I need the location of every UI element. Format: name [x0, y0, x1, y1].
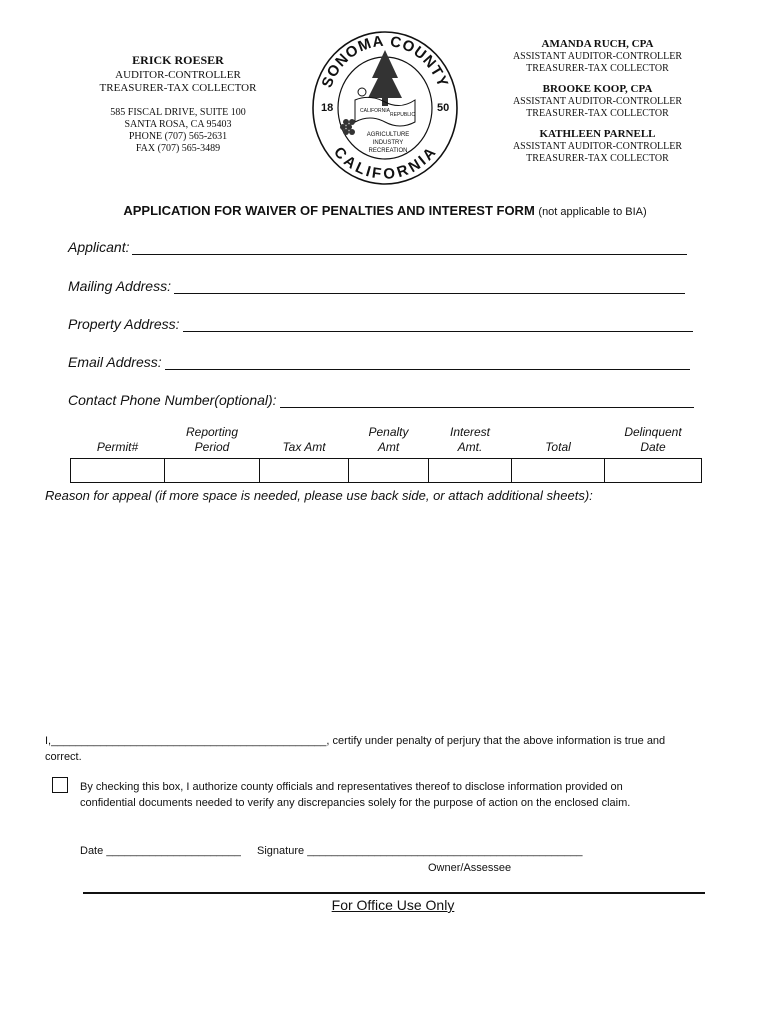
- auditor-title-2: TREASURER-TAX COLLECTOR: [99, 82, 257, 94]
- assistant-title-2: TREASURER-TAX COLLECTOR: [526, 108, 669, 119]
- assistant-name: KATHLEEN PARNELL: [539, 128, 656, 140]
- address-line-1: 585 FISCAL DRIVE, SUITE 100: [110, 107, 246, 118]
- assistant-block-1: [500, 38, 695, 75]
- property-address-label: Property Address:: [68, 316, 180, 332]
- seal-motto-3: RECREATION: [368, 148, 408, 154]
- col-header-total: Total: [545, 440, 571, 454]
- contact-phone-field: [68, 392, 694, 408]
- table-header-row: [71, 425, 702, 459]
- signature-row: [80, 845, 582, 857]
- assistant-title-2: TREASURER-TAX COLLECTOR: [526, 153, 669, 164]
- fax-line: FAX (707) 565-3489: [135, 143, 221, 154]
- signature-blank[interactable]: _____________________________________________: [307, 845, 583, 857]
- mailing-address-field: [68, 278, 685, 294]
- seal-motto-1: AGRICULTURE: [366, 132, 410, 138]
- reason-for-appeal-label: Reason for appeal (if more space is needed, please use back side, or attach additional sheets):: [45, 488, 593, 503]
- tree-icon: [368, 50, 402, 98]
- contact-phone-label: Contact Phone Number(optional):: [68, 392, 277, 408]
- permit-table: [70, 425, 702, 483]
- col-header-interest-amt: Interest Amt.: [449, 425, 491, 454]
- office-address: [78, 107, 278, 155]
- contact-phone-input-line[interactable]: [280, 393, 694, 408]
- address-line-2: SANTA ROSA, CA 95403: [124, 119, 232, 130]
- applicant-label: Applicant:: [68, 239, 130, 255]
- seal-motto-2: INDUSTRY: [372, 140, 404, 146]
- date-blank[interactable]: ______________________: [106, 845, 241, 857]
- seal-year-right: 50: [437, 102, 450, 114]
- cert-text-2: correct.: [45, 751, 82, 763]
- permit-cell[interactable]: [71, 459, 165, 483]
- form-title-note: (not applicable to BIA): [538, 206, 647, 218]
- mailing-address-input-line[interactable]: [174, 279, 685, 294]
- assistant-name: BROOKE KOOP, CPA: [542, 83, 653, 95]
- property-address-field: [68, 316, 693, 332]
- cert-prefix: I,: [45, 735, 52, 747]
- col-header-tax-amt: Tax Amt: [282, 440, 326, 454]
- form-title: [0, 203, 770, 218]
- email-address-label: Email Address:: [68, 354, 162, 370]
- col-header-penalty-amt: Penalty Amt: [368, 425, 409, 454]
- interest-amt-cell[interactable]: [429, 459, 512, 483]
- certification-statement: [45, 733, 705, 765]
- cert-name-blank[interactable]: _____________________________________________: [51, 735, 327, 747]
- grapes-icon: [340, 119, 355, 135]
- table-row: [71, 459, 702, 483]
- seal-top-text: SONOMA COUNTY: [318, 32, 452, 91]
- assistant-title: ASSISTANT AUDITOR-CONTROLLER: [512, 96, 683, 107]
- property-address-input-line[interactable]: [183, 317, 693, 332]
- mailing-address-label: Mailing Address:: [68, 278, 171, 294]
- assistant-header: [500, 38, 695, 173]
- tax-amt-cell[interactable]: [260, 459, 349, 483]
- col-header-reporting-period: Reporting Period: [185, 425, 239, 454]
- assistant-title: ASSISTANT AUDITOR-CONTROLLER: [512, 51, 683, 62]
- assistant-block-2: [500, 83, 695, 120]
- assistant-block-3: [500, 128, 695, 165]
- office-use-heading: For Office Use Only: [331, 897, 455, 913]
- email-address-input-line[interactable]: [165, 355, 690, 370]
- consent-line-1: By checking this box, I authorize county officials and representatives thereof to disclose information provided on: [80, 781, 623, 793]
- assistant-title-2: TREASURER-TAX COLLECTOR: [526, 63, 669, 74]
- reporting-period-cell[interactable]: [165, 459, 260, 483]
- auditor-name: ERICK ROESER: [132, 53, 224, 67]
- col-header-delinquent-date: Delinquent Date: [624, 425, 682, 454]
- divider: [83, 892, 705, 894]
- sonoma-county-seal: [310, 26, 460, 186]
- applicant-field: [68, 239, 687, 255]
- delinquent-date-cell[interactable]: [605, 459, 702, 483]
- assistant-name: AMANDA RUCH, CPA: [541, 38, 654, 50]
- col-header-permit: Permit#: [96, 440, 139, 454]
- phone-line: PHONE (707) 565-2631: [128, 131, 228, 142]
- seal-banner-left: CALIFORNIA: [360, 108, 391, 114]
- signature-label: Signature: [257, 845, 305, 857]
- seal-banner-right: REPUBLIC: [390, 112, 416, 118]
- seal-bottom-text: CALIFORNIA: [330, 143, 440, 183]
- owner-assessee-label: Owner/Assessee: [428, 862, 512, 874]
- date-label: Date: [80, 845, 104, 857]
- auditor-title: AUDITOR-CONTROLLER: [115, 69, 241, 81]
- cert-text: , certify under penalty of perjury that the above information is true and: [326, 735, 666, 747]
- seal-year-left: 18: [321, 102, 334, 114]
- form-title-text: APPLICATION FOR WAIVER OF PENALTIES AND INTEREST FORM: [123, 203, 535, 218]
- penalty-amt-cell[interactable]: [349, 459, 429, 483]
- total-cell[interactable]: [512, 459, 605, 483]
- applicant-input-line[interactable]: [132, 240, 687, 255]
- auditor-header: [78, 54, 278, 155]
- consent-line-2: confidential documents needed to verify any discrepancies solely for the purpose of action on the enclosed claim.: [80, 797, 631, 809]
- authorization-checkbox[interactable]: [52, 777, 68, 793]
- authorization-text: [80, 779, 680, 811]
- email-address-field: [68, 354, 690, 370]
- assistant-title: ASSISTANT AUDITOR-CONTROLLER: [512, 141, 683, 152]
